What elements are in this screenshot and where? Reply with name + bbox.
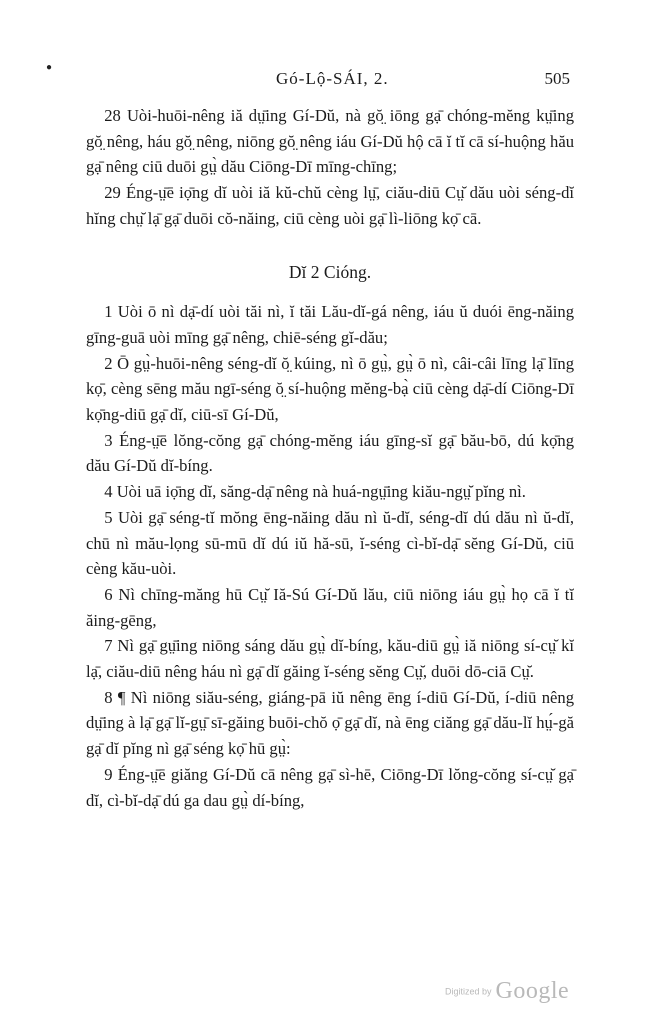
verse-29: 29 Éng-ṳ̄ē iọ̄ng dĭ uòi iă kŭ-chŭ cèng lṳ̄, ciău-diū Cṳ̆ dău uòi séng-dĭ hĭng chṳ̆ lạ̄ gạ̄ duōi cŏ-năing, ciū cèng uòi gạ̄ lì-liōng kọ̄ cā.: [86, 183, 574, 228]
verse-3: 3 Éng-ṳ̄ē lŏng-cŏng gạ̄ chóng-mĕng iáu gīng-sĭ gạ̄ bău-bō, dú kọ̄ng dău Gí-Dŭ dĭ-bíng.: [86, 430, 574, 476]
verse-9: 9 Éng-ṳ̄ē giăng Gí-Dŭ cā nêng gạ̄ sì-hē, Ciōng-Dī lŏng-cŏng sí-cṳ̆ gạ̄ dĭ, cì-bĭ-dạ̄ dú ga dau gṳ̀ dí-bíng,: [86, 764, 574, 810]
google-watermark: [445, 978, 569, 1005]
verse-6: 6 Nì chīng-măng hū Cṳ̆ Iă-Sú Gí-Dŭ lău, ciū niōng iáu gṳ̀ họ cā ĭ tĭ ăing-gēng,: [86, 584, 574, 630]
verse-8: 8 ¶ Nì niōng siău-séng, giáng-pā iŭ nêng ēng í-diū Gí-Dŭ, í-diū nêng dṳ̄ing à lạ̄ gạ̄ lĭ-gṳ̄ sī-găing buōi-chŏ ọ̄ gạ̄ dĭ, nà ēng ciăng gạ̄ dău-lĭ hṳ́-gă gạ̄ dĭ pĭng nì gạ̄ séng kọ̄ hū gṳ̀:: [86, 687, 574, 759]
ink-speck: ●: [46, 62, 53, 73]
google-logo: Google: [495, 978, 570, 1004]
chapter-heading: Dĭ 2 Cióng.: [288, 261, 372, 282]
scripture-text: [86, 103, 574, 813]
running-title: Gó-Lộ-SÁI, 2.: [276, 69, 389, 88]
verse-28: 28 Uòi-huōi-nêng iă dṳ̄ing Gí-Dŭ, nà gŏ̤ iōng gạ̄ chóng-mĕng kṳ̄ing gŏ̤ nêng, háu gŏ̤ nêng, niōng gŏ̤ nêng iáu Gí-Dŭ hộ cā ĭ tĭ cā sí-huộng hău gạ̄ nêng ciū duōi gṳ̀ dău Ciōng-Dī mīng-chīng;: [86, 106, 574, 177]
digitized-by-label: Digitized by: [445, 986, 492, 997]
verse-5: 5 Uòi gạ̄ séng-tĭ mŏng ēng-năing dău nì ŭ-dĭ, séng-dĭ dú dău nì ŭ-dĭ, chū nì mău-lọng sū-mū dĭ dú iŭ hă-sū, ĭ-séng cì-bĭ-dạ̄ sĕng Gí-Dŭ, ciū cèng kău-uòi.: [86, 507, 574, 579]
page-header: [0, 64, 654, 94]
verse-7: 7 Nì gạ̄ gṳ̄ing niōng sáng dău gṳ̀ dĭ-bíng, kău-diū gṳ̀ iă niōng sí-cṳ̆ kĭ lạ̄, ciău-diū nêng háu nì gạ̄ dĭ găing ĭ-séng sĕng Cṳ̆, duōi dō-ciā Cṳ̆.: [86, 636, 574, 682]
verse-1: 1 Uòi ō nì dạ̄-dí uòi tăi nì, ĭ tăi Lău-dĭ-gá nêng, iáu ŭ duói ēng-năing gīng-guā uòi mīng gạ̄ nêng, chiē-séng gĭ-dău;: [86, 302, 574, 347]
page-number: 505: [544, 69, 570, 88]
verse-4: 4 Uòi uā iọ̄ng dĭ, săng-dạ̄ nêng nà huá-ngṳ̄ing kiău-ngṳ̆ pĭng nì.: [104, 482, 526, 502]
verse-2: 2 Ō gṳ̀-huōi-nêng séng-dĭ ŏ̤ kúing, nì ō gṳ̀, gṳ̀ ō nì, câi-câi līng lạ̄ līng kọ̄, cèng sēng mău ngī-séng ŏ̤ sí-huộng mĕng-bạ̀ ciū cèng dạ̄-dí Ciōng-Dī kọ̄ng-diū gạ̄ dĭ, ciū-sī Gí-Dŭ,: [86, 353, 574, 425]
